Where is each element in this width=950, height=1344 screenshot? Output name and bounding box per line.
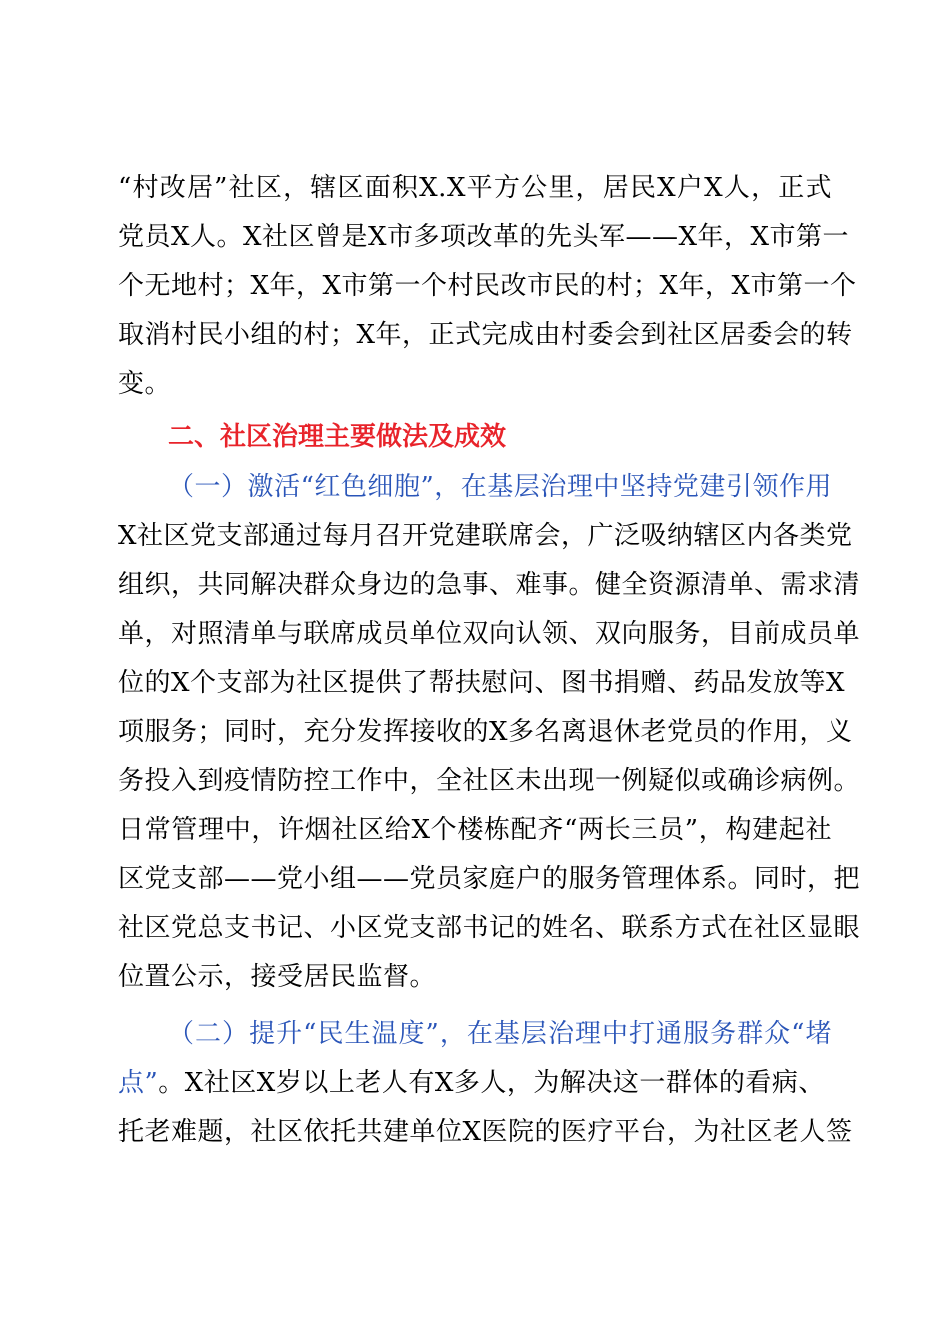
body-text-span: 。X社区X岁以上老人有X多人，为解决这一群体的看病、 — [158, 1068, 825, 1098]
body-text-line: 位置公示，接受居民监督。 — [118, 962, 437, 992]
body-text-line: 项服务；同时，充分发挥接收的X多名离退休老党员的作用，义 — [118, 717, 853, 747]
body-text-line: 区党支部——党小组——党员家庭户的服务管理体系。同时，把 — [118, 864, 861, 894]
body-text-line: “村改居”社区，辖区面积X.X平方公里，居民X户X人，正式 — [118, 173, 832, 203]
body-text-line: 位的X个支部为社区提供了帮扶慰问、图书捐赠、药品发放等X — [118, 668, 846, 698]
body-text-line: 取消村民小组的村；X年，正式完成由村委会到社区居委会的转 — [118, 320, 853, 350]
body-text-line: 党员X人。X社区曾是X市多项改革的先头军——X年，X市第一 — [118, 222, 850, 252]
body-text-line — [118, 1059, 832, 1107]
subsection-title: （二）提升“民生温度”，在基层治理中打通服务群众“堵 — [168, 1019, 832, 1049]
body-text-line: 日常管理中，许烟社区给X个楼栋配齐“两长三员”，构建起社 — [118, 815, 832, 845]
body-text-line: 个无地村；X年，X市第一个村民改市民的村；X年，X市第一个 — [118, 271, 857, 301]
subsection-title-end: 点” — [118, 1068, 159, 1098]
body-text-line: 社区党总支书记、小区党支部书记的姓名、联系方式在社区显眼 — [118, 913, 861, 943]
body-text-line: 变。 — [118, 369, 172, 399]
body-text-line: 组织，共同解决群众身边的急事、难事。健全资源清单、需求清 — [118, 570, 861, 600]
subsection-title: （一）激活“红色细胞”，在基层治理中坚持党建引领作用 — [168, 472, 832, 502]
body-text-line: 单，对照清单与联席成员单位双向认领、双向服务，目前成员单 — [118, 619, 861, 649]
body-text-line: 托老难题，社区依托共建单位X医院的医疗平台，为社区老人签 — [118, 1117, 853, 1147]
section-heading: 二、社区治理主要做法及成效 — [168, 422, 507, 452]
body-text-line: 务投入到疫情防控工作中，全社区未出现一例疑似或确诊病例。 — [118, 766, 861, 796]
body-text-line: X社区党支部通过每月召开党建联席会，广泛吸纳辖区内各类党 — [118, 521, 853, 551]
